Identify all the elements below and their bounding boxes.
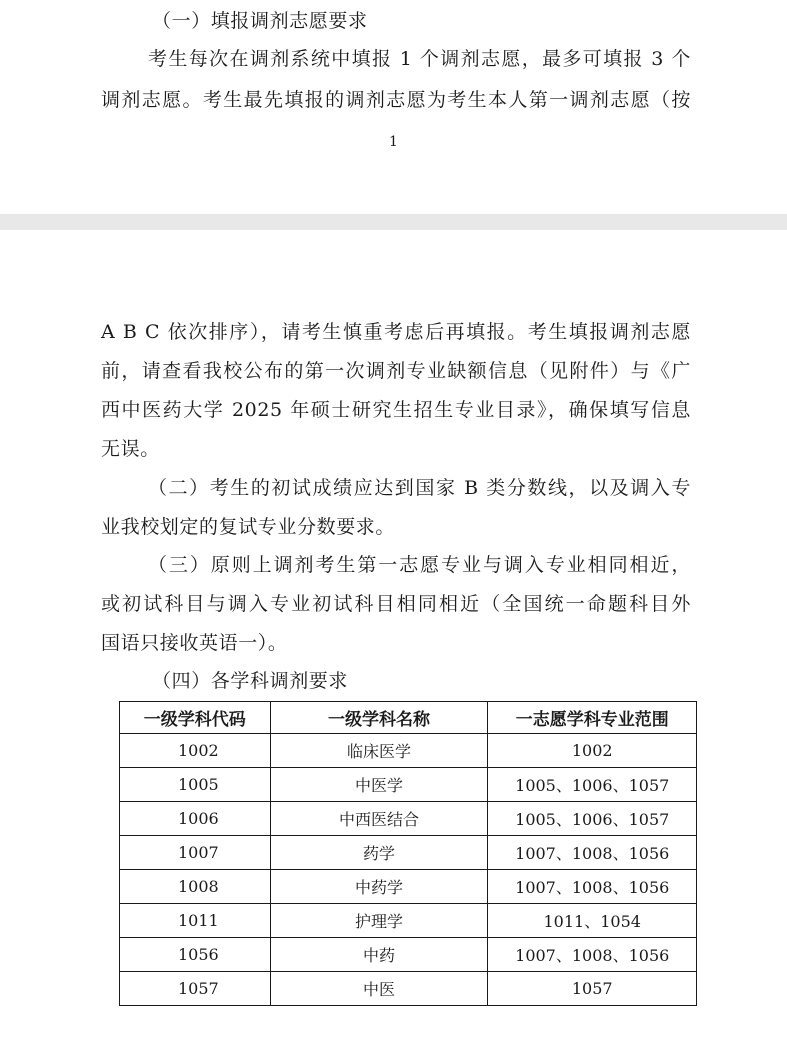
table-header-row [120, 702, 697, 734]
section-heading-1: （一）填报调剂志愿要求 [152, 10, 368, 32]
discipline-code: 1056 [120, 938, 271, 972]
discipline-code: 1057 [120, 972, 271, 1006]
discipline-code: 1002 [120, 734, 271, 768]
table-row [120, 972, 697, 1006]
first-choice-range: 1005、1006、1057 [488, 802, 697, 836]
first-choice-range: 1007、1008、1056 [488, 836, 697, 870]
discipline-name: 临床医学 [270, 734, 488, 768]
page-separator [0, 214, 787, 230]
discipline-name: 中医 [270, 972, 488, 1006]
column-header: 一级学科名称 [270, 702, 488, 734]
discipline-code: 1005 [120, 768, 271, 802]
first-choice-range: 1007、1008、1056 [488, 938, 697, 972]
discipline-name: 中西医结合 [270, 802, 488, 836]
paragraph-line: 或初试科目与调入专业初试科目相同相近（全国统一命题科目外 [101, 593, 691, 615]
discipline-code: 1006 [120, 802, 271, 836]
page-number: 1 [389, 134, 398, 150]
table-row [120, 938, 697, 972]
discipline-name: 护理学 [270, 904, 488, 938]
paragraph-line: 考生每次在调剂系统中填报 1 个调剂志愿，最多可填报 3 个 [148, 48, 691, 70]
discipline-name: 中药 [270, 938, 488, 972]
paragraph-line: A B C 依次排序），请考生慎重考虑后再填报。考生填报调剂志愿 [101, 321, 691, 343]
table-row [120, 802, 697, 836]
column-header: 一志愿学科专业范围 [488, 702, 697, 734]
first-choice-range: 1011、1054 [488, 904, 697, 938]
paragraph-line: 前，请查看我校公布的第一次调剂专业缺额信息（见附件）与《广 [101, 360, 691, 382]
first-choice-range: 1007、1008、1056 [488, 870, 697, 904]
table-row [120, 870, 697, 904]
table-row [120, 768, 697, 802]
page-1 [0, 0, 787, 214]
first-choice-range: 1005、1006、1057 [488, 768, 697, 802]
discipline-name: 中医学 [270, 768, 488, 802]
column-header: 一级学科代码 [120, 702, 271, 734]
paragraph-line: 无误。 [101, 438, 160, 460]
paragraph-line: 西中医药大学 2025 年硕士研究生招生专业目录》，确保填写信息 [101, 399, 691, 421]
section-heading-4: （四）各学科调剂要求 [152, 670, 349, 692]
discipline-name: 中药学 [270, 870, 488, 904]
paragraph-line: 调剂志愿。考生最先填报的调剂志愿为考生本人第一调剂志愿（按 [101, 89, 691, 111]
table-row [120, 904, 697, 938]
first-choice-range: 1057 [488, 972, 697, 1006]
table-row [120, 836, 697, 870]
discipline-code: 1007 [120, 836, 271, 870]
paragraph-line: 国语只接收英语一）。 [101, 632, 288, 654]
first-choice-range: 1002 [488, 734, 697, 768]
section-heading-2: （二）考生的初试成绩应达到国家 B 类分数线，以及调入专 [148, 477, 691, 499]
table-row [120, 734, 697, 768]
discipline-name: 药学 [270, 836, 488, 870]
discipline-requirements-table [119, 701, 697, 1006]
discipline-code: 1008 [120, 870, 271, 904]
discipline-code: 1011 [120, 904, 271, 938]
paragraph-line: 业我校划定的复试专业分数要求。 [101, 516, 396, 538]
section-heading-3: （三）原则上调剂考生第一志愿专业与调入专业相同相近， [148, 554, 691, 576]
